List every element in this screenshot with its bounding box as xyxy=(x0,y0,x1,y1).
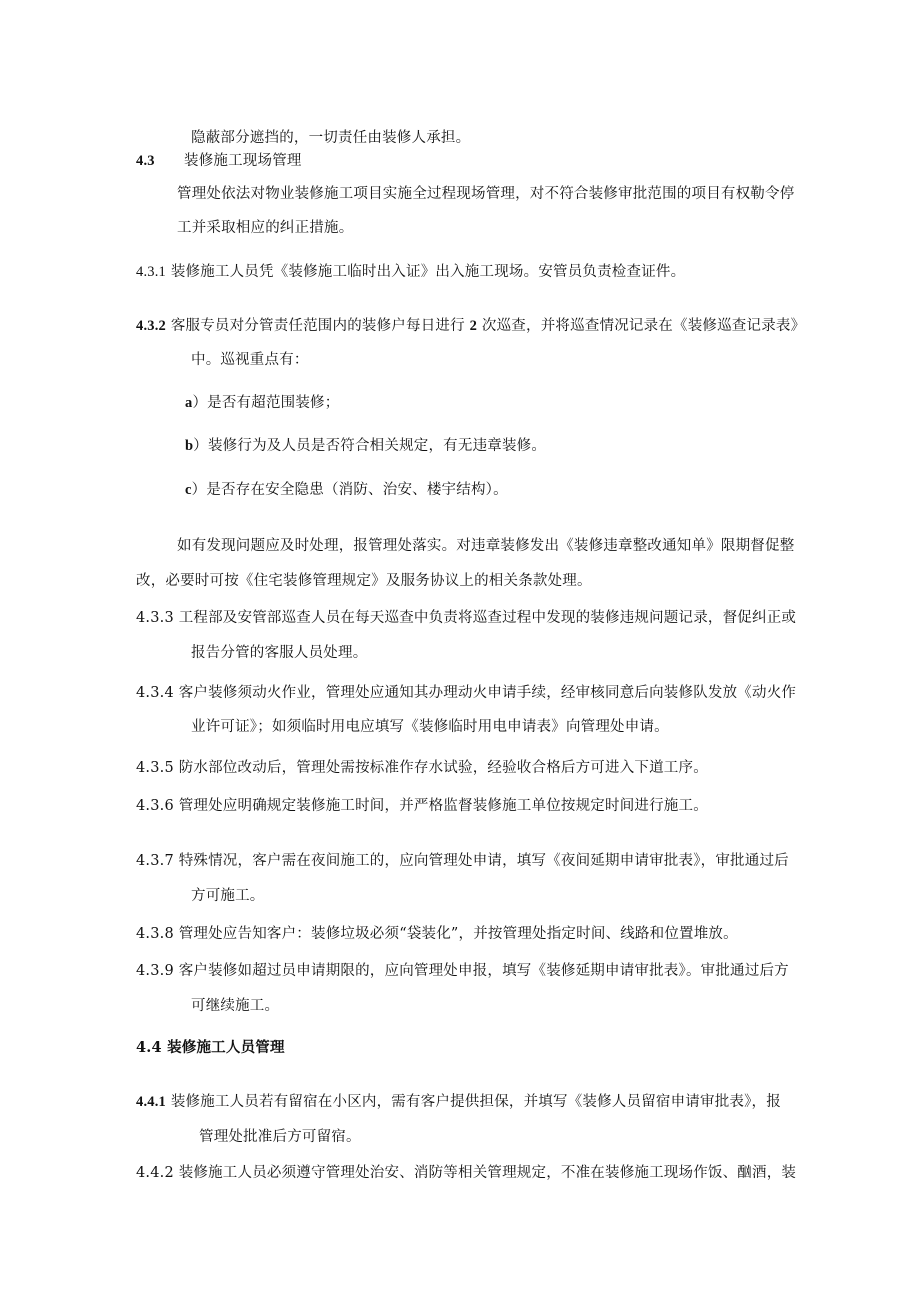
clause-4-3-7-line-1: 4.3.7 特殊情况，客户需在夜间施工的，应向管理处申请，填写《夜间延期申请审批表》，审批通过后 xyxy=(136,853,789,869)
clause-4-3-1 xyxy=(136,262,685,282)
clause-4-4-1-continuation: 管理处批准后方可留宿。 xyxy=(199,1129,361,1145)
list-item-c-label: c xyxy=(185,482,192,498)
section-4-3-number: 4.3 xyxy=(136,153,155,169)
list-item-c xyxy=(185,480,508,500)
clause-4-4-1-number: 4.4.1 xyxy=(136,1094,166,1110)
clause-4-3-1-text: 装修施工人员凭《装修施工临时出入证》出入施工现场。安管员负责检查证件。 xyxy=(170,264,686,280)
clause-4-3-9-line-2: 可继续施工。 xyxy=(191,998,280,1014)
clause-4-3-3-line-2: 报告分管的客服人员处理。 xyxy=(191,645,368,661)
clause-4-4-2: 4.4.2 装修施工人员必须遵守管理处治安、消防等相关管理规定，不准在装修施工现场作饭、酗酒，装 xyxy=(136,1165,797,1181)
clause-4-3-2-text-b: 次巡查，并将巡查情况记录在《装修巡查记录表》 xyxy=(481,318,806,334)
list-item-b-text: ）装修行为及人员是否符合相关规定，有无违章装修。 xyxy=(193,438,547,454)
clause-4-3-9-line-1: 4.3.9 客户装修如超过员申请期限的，应向管理处申报，填写《装修延期申请审批表》。审批通过后方 xyxy=(136,963,789,979)
clause-4-3-6: 4.3.6 管理处应明确规定装修施工时间，并严格监督装修施工单位按规定时间进行施工。 xyxy=(136,798,708,814)
clause-4-4-1 xyxy=(136,1092,781,1112)
clause-4-3-5: 4.3.5 防水部位改动后，管理处需按标准作存水试验，经验收合格后方可进入下道工序。 xyxy=(136,760,708,776)
found-issues-line-2: 改，必要时可按《住宅装修管理规定》及服务协议上的相关条款处理。 xyxy=(136,573,592,589)
clause-4-3-1-number: 4.3.1 xyxy=(136,264,166,280)
found-issues-line-1: 如有发现问题应及时处理，报管理处落实。对违章装修发出《装修违章整改通知单》限期督促整 xyxy=(177,538,795,554)
clause-4-3-4-line-1: 4.3.4 客户装修须动火作业，管理处应通知其办理动火申请手续，经审核同意后向装修队发放《动火作 xyxy=(136,685,797,701)
list-item-b-label: b xyxy=(185,438,194,454)
section-4-3-paragraph-line-2: 工并采取相应的纠正措施。 xyxy=(177,220,354,236)
section-4-3-title: 装修施工现场管理 xyxy=(184,153,302,169)
section-4-3-paragraph-line-1: 管理处依法对物业装修施工项目实施全过程现场管理，对不符合装修审批范围的项目有权勒令停 xyxy=(177,186,795,202)
list-item-a-text: ）是否有超范围装修； xyxy=(192,395,340,411)
list-item-a-label: a xyxy=(185,395,193,411)
clause-4-3-2 xyxy=(136,316,805,336)
clause-4-3-2-continuation: 中。巡视重点有： xyxy=(191,352,309,368)
clause-4-3-2-count: 2 xyxy=(469,318,478,334)
clause-4-3-7-line-2: 方可施工。 xyxy=(191,888,265,904)
clause-4-3-2-text-a: 客服专员对分管责任范围内的装修户每日进行 xyxy=(170,318,465,334)
list-item-b xyxy=(185,436,546,456)
text-line-1: 隐蔽部分遮挡的，一切责任由装修人承担。 xyxy=(191,130,471,146)
clause-4-3-8: 4.3.8 管理处应告知客户：装修垃圾必须“袋装化”，并按管理处指定时间、线路和位置堆放。 xyxy=(136,926,738,942)
clause-4-4-1-text: 装修施工人员若有留宿在小区内，需有客户提供担保，并填写《装修人员留宿申请审批表》，报 xyxy=(170,1094,781,1110)
clause-4-3-4-line-2: 业许可证》；如须临时用电应填写《装修临时用电申请表》向管理处申请。 xyxy=(191,719,669,735)
section-4-4-title: 4.4 装修施工人员管理 xyxy=(136,1039,285,1056)
clause-4-3-2-number: 4.3.2 xyxy=(136,318,166,334)
clause-4-3-3-line-1: 4.3.3 工程部及安管部巡查人员在每天巡查中负责将巡查过程中发现的装修违规问题记录，督促纠正或 xyxy=(136,610,797,626)
list-item-c-text: ）是否存在安全隐患（消防、治安、楼宇结构）。 xyxy=(191,482,508,498)
list-item-a xyxy=(185,393,339,413)
